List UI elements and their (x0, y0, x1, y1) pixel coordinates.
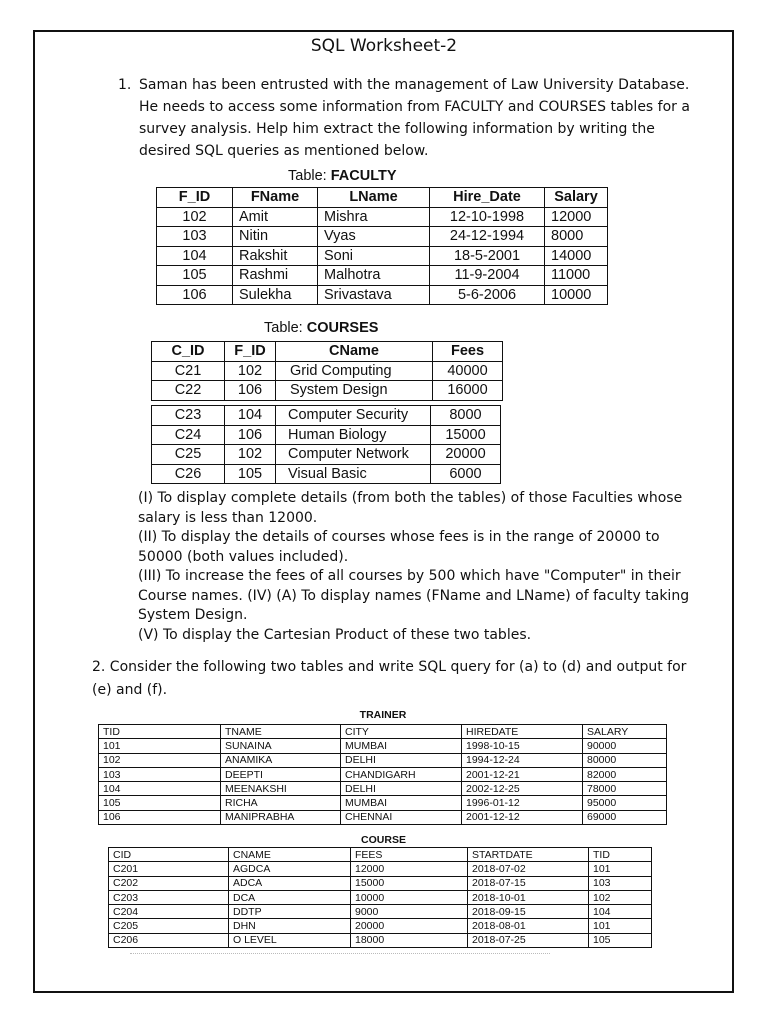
table-cell: Rashmi (233, 266, 318, 286)
column-header: CName (276, 342, 433, 362)
table-cell: 102 (225, 445, 276, 465)
table-cell: 105 (589, 933, 652, 947)
table-row (152, 445, 501, 465)
column-header: C_ID (152, 342, 225, 362)
faculty-caption-name: FACULTY (330, 168, 397, 184)
column-header: FEES (351, 848, 468, 862)
table-row (109, 933, 652, 947)
table-cell: C21 (152, 361, 225, 381)
table-cell: DHN (229, 919, 351, 933)
table-cell: 2018-07-15 (468, 876, 589, 890)
table-cell: 12000 (545, 207, 608, 227)
table-cell: 10000 (545, 285, 608, 305)
table-cell: 105 (157, 266, 233, 286)
table-cell: DELHI (341, 753, 462, 767)
table-cell: 24-12-1994 (430, 227, 545, 247)
table-row (152, 425, 501, 445)
table-cell: 103 (99, 767, 221, 781)
table-cell: C205 (109, 919, 229, 933)
table-cell: Visual Basic (276, 464, 431, 484)
table-cell: DELHI (341, 782, 462, 796)
table-cell: 106 (99, 810, 221, 824)
course-table (108, 847, 652, 948)
courses-table-top (151, 341, 503, 401)
courses-caption: Table: COURSES (264, 320, 379, 336)
table-cell: 1994-12-24 (462, 753, 583, 767)
table-cell: 104 (99, 782, 221, 796)
faint-scan-line (130, 953, 550, 956)
table-cell: Sulekha (233, 285, 318, 305)
table-cell: 106 (157, 285, 233, 305)
question-2 (92, 656, 686, 701)
table-cell: 1996-01-12 (462, 796, 583, 810)
table-row (157, 207, 608, 227)
table-cell: 82000 (583, 767, 667, 781)
table-cell: 14000 (545, 246, 608, 266)
column-header: CNAME (229, 848, 351, 862)
table-cell: Mishra (318, 207, 430, 227)
table-cell: 8000 (545, 227, 608, 247)
table-cell: 90000 (583, 739, 667, 753)
table-row (109, 862, 652, 876)
question-2-line: (e) and (f). (92, 681, 168, 698)
table-cell: 78000 (583, 782, 667, 796)
table-cell: Computer Network (276, 445, 431, 465)
faculty-table (156, 187, 608, 305)
table-cell: 1998-10-15 (462, 739, 583, 753)
table-row (157, 266, 608, 286)
table-row (152, 464, 501, 484)
question-1-line: desired SQL queries as mentioned below. (139, 143, 429, 159)
table-cell: Soni (318, 246, 430, 266)
column-header: Fees (433, 342, 503, 362)
table-header-row (109, 848, 652, 862)
table-row (152, 361, 503, 381)
table-cell: 2018-07-25 (468, 933, 589, 947)
table-row (157, 227, 608, 247)
table-cell: C202 (109, 876, 229, 890)
question-part-line: (III) To increase the fees of all courses by 500 which have "Computer" in their (138, 568, 681, 584)
table-cell: Nitin (233, 227, 318, 247)
table-cell: Rakshit (233, 246, 318, 266)
table-row (99, 739, 667, 753)
table-cell: SUNAINA (221, 739, 341, 753)
table-row (109, 890, 652, 904)
table-cell: C22 (152, 381, 225, 401)
table-cell: 11-9-2004 (430, 266, 545, 286)
trainer-table (98, 724, 667, 825)
column-header: HIREDATE (462, 725, 583, 739)
question-2-line: 2. Consider the following two tables and write SQL query for (a) to (d) and output for (92, 659, 687, 675)
table-cell: System Design (276, 381, 433, 401)
table-cell: MUMBAI (341, 796, 462, 810)
table-cell: RICHA (221, 796, 341, 810)
table-cell: 101 (589, 919, 652, 933)
column-header: FName (233, 188, 318, 208)
table-cell: MEENAKSHI (221, 782, 341, 796)
table-row (157, 246, 608, 266)
table-cell: Grid Computing (276, 361, 433, 381)
table-cell: CHENNAI (341, 810, 462, 824)
table-row (99, 767, 667, 781)
question-1-line: He needs to access some information from FACULTY and COURSES tables for a (139, 99, 690, 115)
table-cell: C203 (109, 890, 229, 904)
table-cell: DCA (229, 890, 351, 904)
table-row (109, 876, 652, 890)
question-part-line: (V) To display the Cartesian Product of these two tables. (138, 626, 532, 643)
table-cell: 106 (225, 425, 276, 445)
table-cell: 102 (157, 207, 233, 227)
table-cell: 2018-08-01 (468, 919, 589, 933)
table-cell: C25 (152, 445, 225, 465)
table-cell: 103 (589, 876, 652, 890)
table-cell: CHANDIGARH (341, 767, 462, 781)
table-cell: DDTP (229, 905, 351, 919)
question-part-line: System Design. (138, 607, 248, 623)
courses-caption-name: COURSES (306, 320, 379, 336)
table-cell: 102 (99, 753, 221, 767)
table-cell: O LEVEL (229, 933, 351, 947)
column-header: CITY (341, 725, 462, 739)
question-1-parts (138, 489, 690, 645)
column-header: TID (99, 725, 221, 739)
table-row (99, 796, 667, 810)
table-cell: 69000 (583, 810, 667, 824)
table-cell: 102 (225, 361, 276, 381)
table-cell: Malhotra (318, 266, 430, 286)
table-cell: ADCA (229, 876, 351, 890)
table-cell: Vyas (318, 227, 430, 247)
table-cell: ANAMIKA (221, 753, 341, 767)
table-cell: 101 (589, 862, 652, 876)
question-1-number: 1. (118, 77, 132, 93)
question-part-line: (I) To display complete details (from both the tables) of those Faculties whose (138, 490, 683, 506)
faculty-caption: Table: FACULTY (288, 168, 397, 184)
trainer-caption: TRAINER (359, 709, 407, 721)
table-cell: 105 (225, 464, 276, 484)
column-header: CID (109, 848, 229, 862)
table-cell: C24 (152, 425, 225, 445)
question-1-line: survey analysis. Help him extract the following information by writing the (139, 121, 655, 137)
table-cell: 102 (589, 890, 652, 904)
table-cell: 2018-07-02 (468, 862, 589, 876)
table-cell: MANIPRABHA (221, 810, 341, 824)
table-cell: 2002-12-25 (462, 782, 583, 796)
table-header-row (99, 725, 667, 739)
column-header: Salary (545, 188, 608, 208)
table-cell: 105 (99, 796, 221, 810)
table-cell: 2018-10-01 (468, 890, 589, 904)
table-cell: 80000 (583, 753, 667, 767)
table-cell: 104 (589, 905, 652, 919)
table-cell: 104 (157, 246, 233, 266)
table-cell: 11000 (545, 266, 608, 286)
table-cell: 8000 (431, 406, 501, 426)
table-cell: MUMBAI (341, 739, 462, 753)
table-row (109, 919, 652, 933)
table-header-row (157, 188, 608, 208)
table-cell: AGDCA (229, 862, 351, 876)
table-cell: 12-10-1998 (430, 207, 545, 227)
question-1-line: Saman has been entrusted with the management of Law University Database. (139, 77, 690, 93)
table-cell: 15000 (351, 876, 468, 890)
table-cell: 9000 (351, 905, 468, 919)
table-cell: C204 (109, 905, 229, 919)
column-header: TID (589, 848, 652, 862)
column-header: TNAME (221, 725, 341, 739)
table-cell: 6000 (431, 464, 501, 484)
table-cell: Srivastava (318, 285, 430, 305)
table-row (152, 381, 503, 401)
table-cell: 20000 (431, 445, 501, 465)
column-header: STARTDATE (468, 848, 589, 862)
column-header: F_ID (225, 342, 276, 362)
course-caption: COURSE (361, 834, 406, 846)
column-header: SALARY (583, 725, 667, 739)
column-header: LName (318, 188, 430, 208)
table-row (99, 810, 667, 824)
question-part-line: salary is less than 12000. (138, 509, 318, 526)
table-row (157, 285, 608, 305)
table-row (99, 782, 667, 796)
table-cell: Human Biology (276, 425, 431, 445)
table-cell: 18000 (351, 933, 468, 947)
table-cell: 101 (99, 739, 221, 753)
table-header-row (152, 342, 503, 362)
column-header: F_ID (157, 188, 233, 208)
table-cell: 10000 (351, 890, 468, 904)
table-cell: 16000 (433, 381, 503, 401)
table-cell: 106 (225, 381, 276, 401)
courses-table-bottom (151, 405, 501, 484)
table-cell: Computer Security (276, 406, 431, 426)
question-part-line: 50000 (both values included). (138, 548, 349, 565)
table-cell: 95000 (583, 796, 667, 810)
table-cell: 5-6-2006 (430, 285, 545, 305)
table-cell: Amit (233, 207, 318, 227)
page-title: SQL Worksheet-2 (310, 36, 458, 56)
question-part-line: (II) To display the details of courses whose fees is in the range of 20000 to (138, 529, 660, 545)
table-row (99, 753, 667, 767)
table-cell: 15000 (431, 425, 501, 445)
table-row (152, 406, 501, 426)
table-cell: 103 (157, 227, 233, 247)
table-row (109, 905, 652, 919)
table-cell: 2018-09-15 (468, 905, 589, 919)
table-cell: 20000 (351, 919, 468, 933)
question-part-line: Course names. (IV) (A) To display names (FName and LName) of faculty taking (138, 587, 690, 604)
column-header: Hire_Date (430, 188, 545, 208)
table-cell: C26 (152, 464, 225, 484)
table-cell: C206 (109, 933, 229, 947)
table-cell: 18-5-2001 (430, 246, 545, 266)
table-cell: 2001-12-12 (462, 810, 583, 824)
table-cell: 40000 (433, 361, 503, 381)
table-cell: DEEPTI (221, 767, 341, 781)
table-cell: 104 (225, 406, 276, 426)
question-1-text (139, 74, 690, 162)
table-cell: 2001-12-21 (462, 767, 583, 781)
table-cell: 12000 (351, 862, 468, 876)
table-cell: C201 (109, 862, 229, 876)
table-cell: C23 (152, 406, 225, 426)
